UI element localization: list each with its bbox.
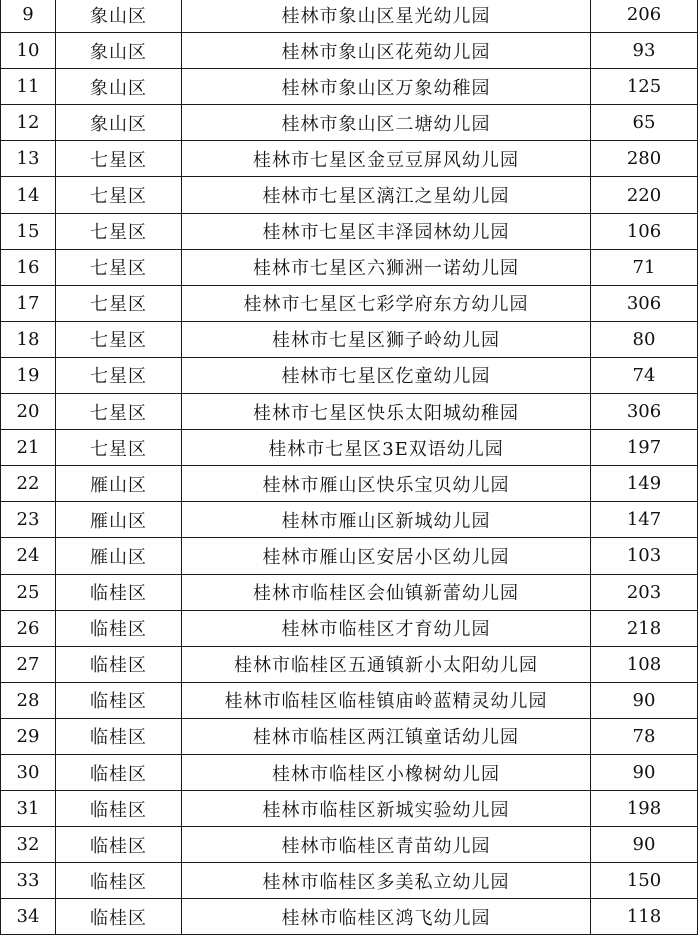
enrollment-count-cell: 197 [591,430,698,466]
table-row [1,863,698,899]
row-number-cell: 34 [1,899,56,935]
kindergarten-name-cell: 桂林市临桂区多美私立幼儿园 [182,863,591,899]
kindergarten-name-cell: 桂林市七星区狮子岭幼儿园 [182,321,591,357]
kindergarten-name-cell: 桂林市临桂区新城实验幼儿园 [182,791,591,827]
district-cell: 象山区 [56,69,182,105]
enrollment-count-cell: 90 [591,827,698,863]
kindergarten-name-cell: 桂林市临桂区临桂镇庙岭蓝精灵幼儿园 [182,682,591,718]
enrollment-count-cell: 147 [591,502,698,538]
district-cell: 七星区 [56,285,182,321]
kindergarten-name-cell: 桂林市象山区万象幼稚园 [182,69,591,105]
enrollment-count-cell: 218 [591,610,698,646]
enrollment-count-cell: 90 [591,754,698,790]
row-number-cell: 9 [1,0,56,33]
enrollment-count-cell: 106 [591,213,698,249]
district-cell: 临桂区 [56,682,182,718]
enrollment-count-cell: 203 [591,574,698,610]
table-row [1,610,698,646]
table-row [1,249,698,285]
enrollment-count-cell: 90 [591,682,698,718]
enrollment-count-cell: 80 [591,321,698,357]
kindergarten-table-body [1,0,698,935]
kindergarten-name-cell: 桂林市象山区二塘幼儿园 [182,105,591,141]
table-row [1,791,698,827]
district-cell: 临桂区 [56,754,182,790]
table-row [1,357,698,393]
district-cell: 雁山区 [56,502,182,538]
table-row [1,33,698,69]
table-row [1,466,698,502]
row-number-cell: 22 [1,466,56,502]
row-number-cell: 23 [1,502,56,538]
row-number-cell: 21 [1,430,56,466]
enrollment-count-cell: 306 [591,394,698,430]
district-cell: 七星区 [56,430,182,466]
enrollment-count-cell: 220 [591,177,698,213]
district-cell: 七星区 [56,177,182,213]
table-row [1,141,698,177]
row-number-cell: 20 [1,394,56,430]
table-row [1,502,698,538]
row-number-cell: 14 [1,177,56,213]
row-number-cell: 31 [1,791,56,827]
enrollment-count-cell: 306 [591,285,698,321]
enrollment-count-cell: 149 [591,466,698,502]
row-number-cell: 16 [1,249,56,285]
kindergarten-name-cell: 桂林市七星区丰泽园林幼儿园 [182,213,591,249]
district-cell: 临桂区 [56,827,182,863]
enrollment-count-cell: 206 [591,0,698,33]
district-cell: 七星区 [56,321,182,357]
kindergarten-name-cell: 桂林市七星区金豆豆屏风幼儿园 [182,141,591,177]
district-cell: 七星区 [56,249,182,285]
kindergarten-name-cell: 桂林市七星区仡童幼儿园 [182,357,591,393]
table-row [1,682,698,718]
kindergarten-name-cell: 桂林市雁山区新城幼儿园 [182,502,591,538]
table-row [1,538,698,574]
row-number-cell: 17 [1,285,56,321]
row-number-cell: 13 [1,141,56,177]
kindergarten-name-cell: 桂林市雁山区安居小区幼儿园 [182,538,591,574]
district-cell: 临桂区 [56,574,182,610]
enrollment-count-cell: 118 [591,899,698,935]
kindergarten-name-cell: 桂林市临桂区青苗幼儿园 [182,827,591,863]
kindergarten-name-cell: 桂林市临桂区两江镇童话幼儿园 [182,718,591,754]
row-number-cell: 33 [1,863,56,899]
row-number-cell: 12 [1,105,56,141]
table-row [1,105,698,141]
table-row [1,646,698,682]
district-cell: 象山区 [56,33,182,69]
district-cell: 象山区 [56,0,182,33]
district-cell: 临桂区 [56,610,182,646]
table-row [1,69,698,105]
row-number-cell: 29 [1,718,56,754]
table-row [1,213,698,249]
table-row [1,574,698,610]
row-number-cell: 30 [1,754,56,790]
table-row [1,285,698,321]
district-cell: 临桂区 [56,646,182,682]
kindergarten-name-cell: 桂林市临桂区小橡树幼儿园 [182,754,591,790]
table-row [1,177,698,213]
kindergarten-name-cell: 桂林市七星区漓江之星幼儿园 [182,177,591,213]
row-number-cell: 15 [1,213,56,249]
district-cell: 临桂区 [56,791,182,827]
enrollment-count-cell: 78 [591,718,698,754]
enrollment-count-cell: 71 [591,249,698,285]
district-cell: 临桂区 [56,863,182,899]
row-number-cell: 32 [1,827,56,863]
row-number-cell: 25 [1,574,56,610]
district-cell: 七星区 [56,394,182,430]
table-row [1,827,698,863]
table-row [1,321,698,357]
enrollment-count-cell: 108 [591,646,698,682]
kindergarten-name-cell: 桂林市七星区快乐太阳城幼稚园 [182,394,591,430]
kindergarten-name-cell: 桂林市雁山区快乐宝贝幼儿园 [182,466,591,502]
enrollment-count-cell: 125 [591,69,698,105]
row-number-cell: 24 [1,538,56,574]
enrollment-count-cell: 103 [591,538,698,574]
kindergarten-name-cell: 桂林市临桂区五通镇新小太阳幼儿园 [182,646,591,682]
district-cell: 七星区 [56,141,182,177]
district-cell: 象山区 [56,105,182,141]
enrollment-count-cell: 74 [591,357,698,393]
kindergarten-name-cell: 桂林市临桂区才育幼儿园 [182,610,591,646]
row-number-cell: 18 [1,321,56,357]
district-cell: 雁山区 [56,466,182,502]
table-row [1,718,698,754]
table-row [1,0,698,33]
kindergarten-name-cell: 桂林市七星区六狮洲一诺幼儿园 [182,249,591,285]
table-row [1,430,698,466]
kindergarten-name-cell: 桂林市象山区花苑幼儿园 [182,33,591,69]
row-number-cell: 10 [1,33,56,69]
enrollment-count-cell: 150 [591,863,698,899]
district-cell: 雁山区 [56,538,182,574]
kindergarten-name-cell: 桂林市七星区3E双语幼儿园 [182,430,591,466]
enrollment-count-cell: 198 [591,791,698,827]
table-row [1,754,698,790]
row-number-cell: 27 [1,646,56,682]
district-cell: 临桂区 [56,718,182,754]
district-cell: 七星区 [56,213,182,249]
row-number-cell: 28 [1,682,56,718]
district-cell: 临桂区 [56,899,182,935]
enrollment-count-cell: 280 [591,141,698,177]
kindergarten-name-cell: 桂林市临桂区会仙镇新蕾幼儿园 [182,574,591,610]
kindergarten-name-cell: 桂林市临桂区鸿飞幼儿园 [182,899,591,935]
row-number-cell: 11 [1,69,56,105]
row-number-cell: 26 [1,610,56,646]
enrollment-count-cell: 93 [591,33,698,69]
district-cell: 七星区 [56,357,182,393]
kindergarten-name-cell: 桂林市七星区七彩学府东方幼儿园 [182,285,591,321]
kindergarten-name-cell: 桂林市象山区星光幼儿园 [182,0,591,33]
row-number-cell: 19 [1,357,56,393]
table-row [1,394,698,430]
enrollment-count-cell: 65 [591,105,698,141]
table-row [1,899,698,935]
